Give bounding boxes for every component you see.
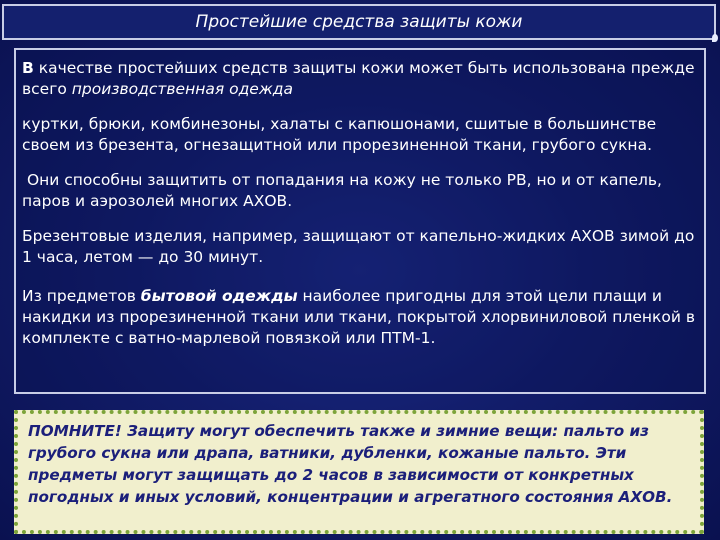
- corner-decoration: [712, 34, 718, 42]
- slide-title-text: Простейшие средства защиты кожи: [195, 12, 523, 32]
- slide-title: [2, 4, 716, 40]
- intro-italic-term: производственная одежда: [71, 80, 294, 98]
- reminder-note-box: [14, 410, 704, 534]
- paragraph-protection: [22, 170, 698, 212]
- paragraph-canvas-items: Брезентовые изделия, например, защищают от капельно-жидких АХОВ зимой до 1 часа, летом — до 30 минут.: [22, 227, 695, 266]
- main-text-box: [14, 48, 706, 394]
- reminder-note-text: ПОМНИТЕ! Защиту могут обеспечить также и зимние вещи: пальто из грубого сукна или драпа, ватники, дубленки, кожаные пальто. Эти предметы могут защищать до 2 часов в зависимости от конкретных погодных и иных условий, концентрации и агрегатного состояния АХОВ.: [28, 422, 673, 506]
- paragraph-clothing-list: куртки, брюки, комбинезоны, халаты с капюшонами, сшитые в большинстве своем из брезента, огнезащитной или прорезиненной ткани, грубого сукна.: [22, 115, 657, 154]
- intro-bold-letter: В: [22, 59, 34, 77]
- household-after: наиболее пригодны для этой цели плащи и накидки из прорезиненной ткани или ткани, покрытой хлорвиниловой пленкой в комплекте с ватно-марлевой повязкой или ПТМ-1.: [22, 287, 696, 347]
- household-emphasis: бытовой одежды: [140, 287, 298, 305]
- intro-text: качестве простейших средств защиты кожи может быть использована прежде всего: [22, 59, 695, 98]
- paragraph-household-clothing: [22, 286, 698, 349]
- paragraph-intro: [22, 58, 698, 100]
- protection-text: Они способны защитить от попадания на кожу не только РВ, но и от капель, паров и аэрозолей многих АХОВ.: [22, 171, 662, 210]
- household-before: Из предметов: [22, 287, 141, 305]
